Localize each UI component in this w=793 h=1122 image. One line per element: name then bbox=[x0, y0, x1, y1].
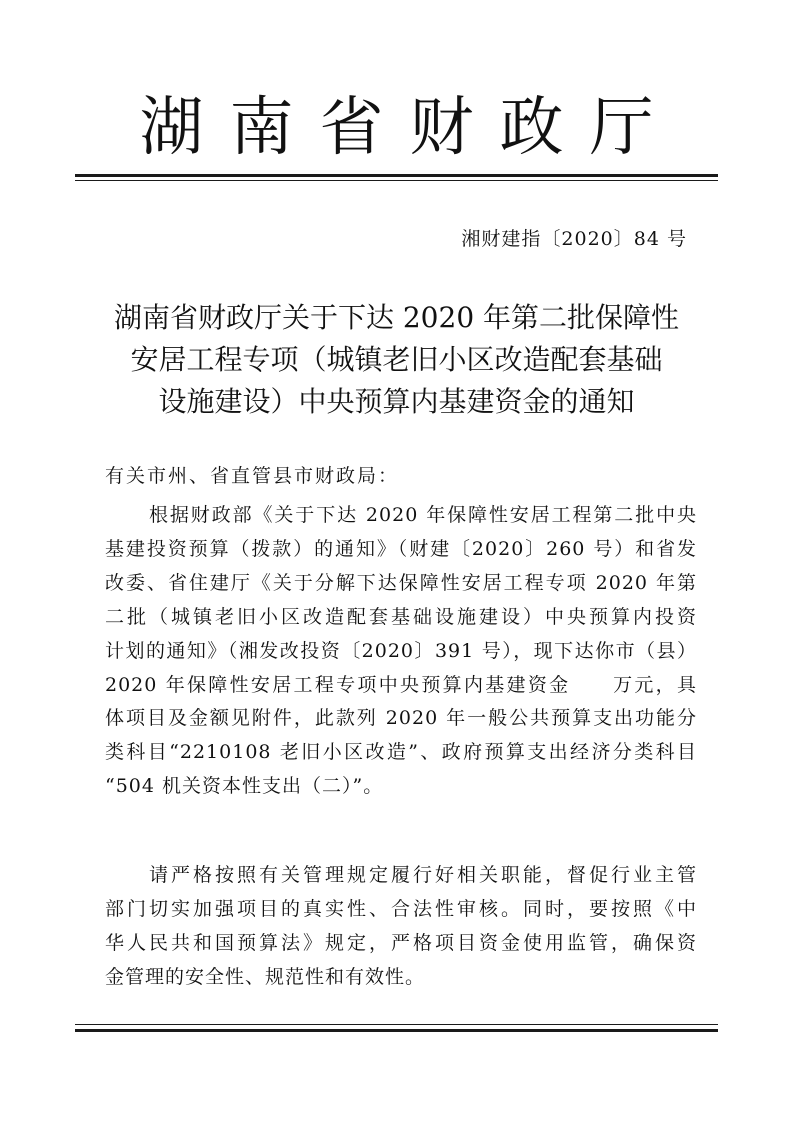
paragraph-line: 类科目“2210108 老旧小区改造”、政府预算支出经济分类科目 bbox=[105, 741, 697, 764]
paragraph-line: 二批（城镇老旧小区改造配套基础设施建设）中央预算内投资 bbox=[105, 605, 697, 628]
paragraph-line: “504 机关资本性支出（二）”。 bbox=[105, 775, 384, 798]
paragraph-line: 改委、省住建厅《关于分解下达保障性安居工程专项 2020 年第 bbox=[105, 571, 697, 594]
document-number: 湘财建指〔2020〕84 号 bbox=[461, 228, 687, 250]
paragraph-line: 金管理的安全性、规范性和有效性。 bbox=[105, 965, 426, 988]
body-paragraph-2 bbox=[105, 859, 697, 995]
paragraph-line: 请严格按照有关管理规定履行好相关职能，督促行业主管 bbox=[149, 864, 697, 886]
title-line: 湖南省财政厅关于下达 2020 年第二批保障性 bbox=[113, 301, 680, 334]
paragraph-line: 计划的通知》（湘发改投资〔2020〕391 号），现下达你市（县） bbox=[105, 639, 697, 662]
title-line: 设施建设）中央预算内基建资金的通知 bbox=[158, 385, 635, 418]
header-rule-thick bbox=[75, 174, 718, 177]
body-paragraph-1 bbox=[105, 499, 697, 804]
issuing-authority-title: 湖南省财政厅 bbox=[139, 91, 680, 165]
paragraph-line: 2020 年保障性安居工程专项中央预算内基建资金 万元，具 bbox=[105, 673, 697, 696]
paragraph-line: 体项目及金额见附件，此款列 2020 年一般公共预算支出功能分 bbox=[105, 707, 697, 730]
header-rule-thin bbox=[75, 180, 718, 181]
paragraph-line: 部门切实加强项目的真实性、合法性审核。同时，要按照《中 bbox=[105, 897, 697, 920]
footer-rule-thin bbox=[75, 1024, 718, 1025]
paragraph-line: 根据财政部《关于下达 2020 年保障性安居工程第二批中央 bbox=[149, 504, 697, 526]
document-title bbox=[75, 297, 718, 423]
paragraph-line: 华人民共和国预算法》规定，严格项目资金使用监管，确保资 bbox=[105, 931, 697, 954]
footer-rule-thick bbox=[75, 1029, 718, 1032]
paragraph-line: 基建投资预算（拨款）的通知》（财建〔2020〕260 号）和省发 bbox=[105, 537, 697, 560]
title-line: 安居工程专项（城镇老旧小区改造配套基础 bbox=[130, 343, 663, 376]
recipient-line: 有关市州、省直管县市财政局： bbox=[105, 465, 400, 487]
